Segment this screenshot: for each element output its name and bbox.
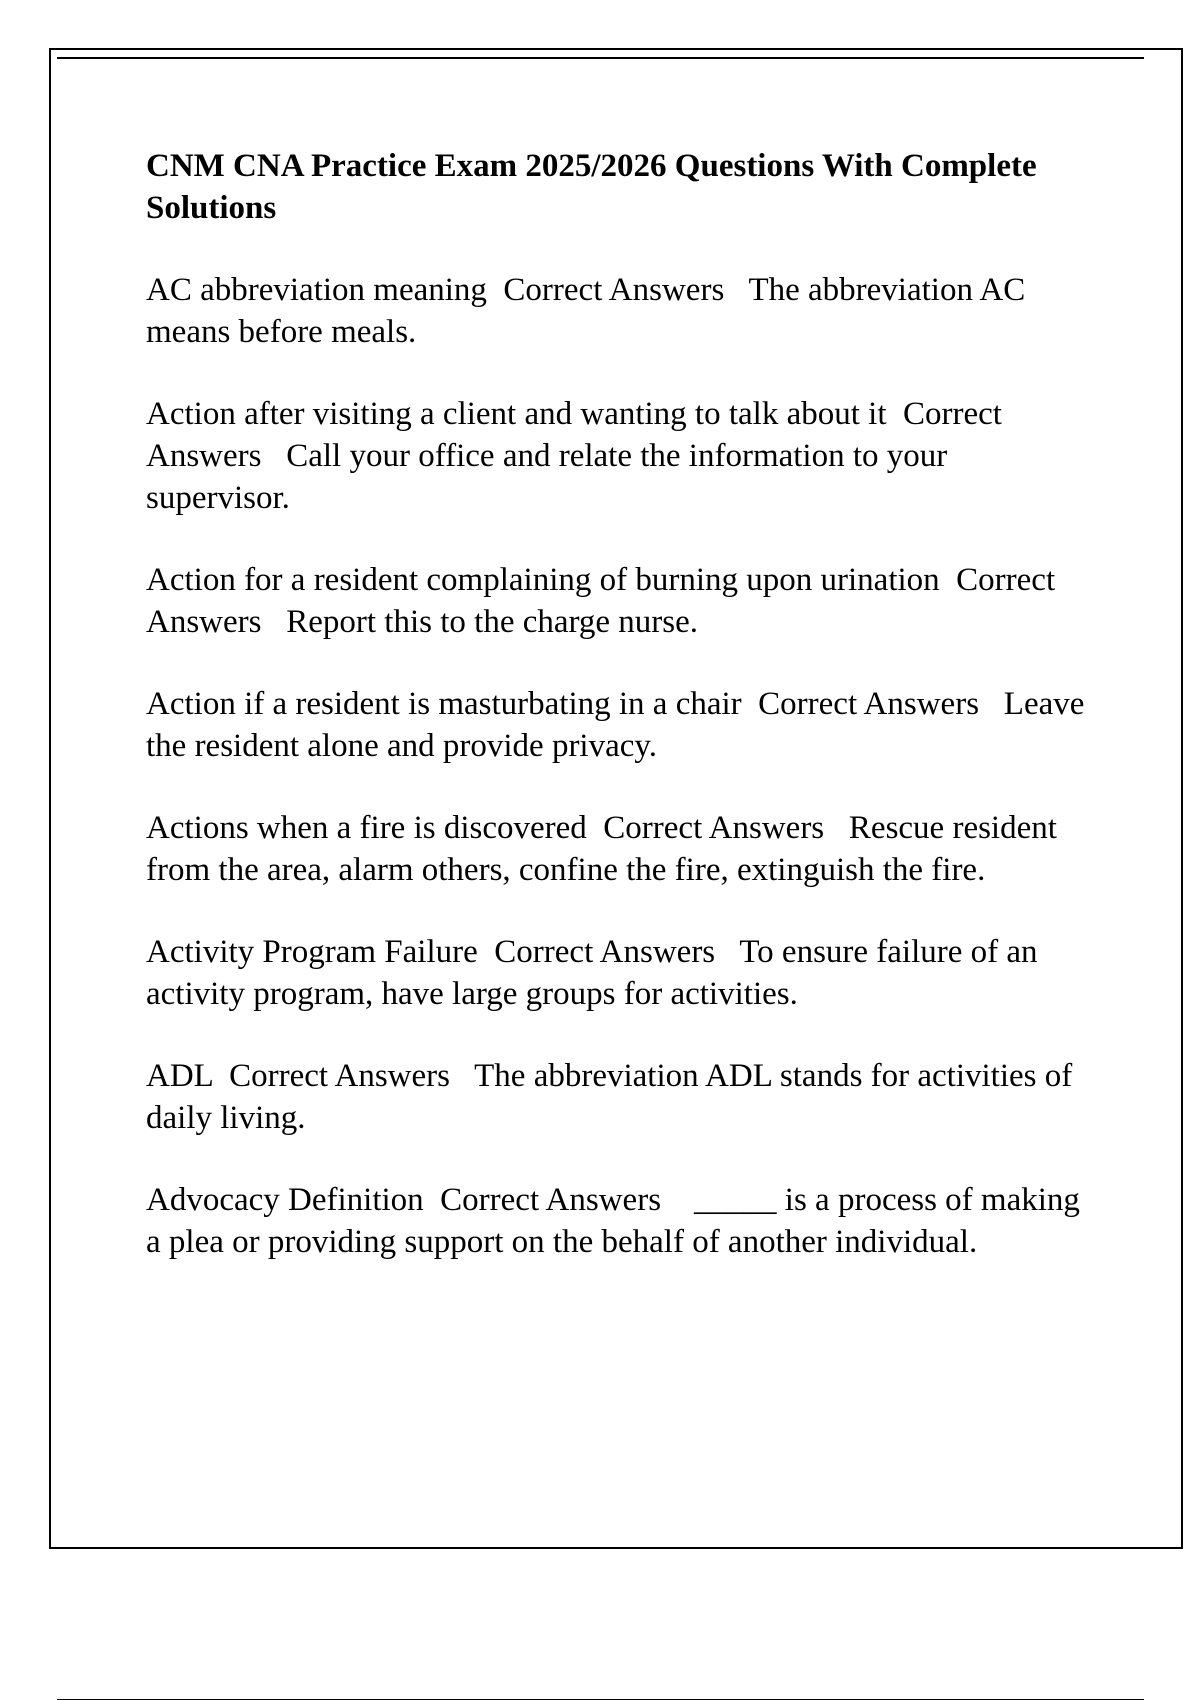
question-text: Action if a resident is masturbating in a chair	[146, 686, 742, 722]
answer-text: Leave the resident alone and provide privacy.	[146, 686, 1093, 764]
qa-item	[146, 931, 1096, 1015]
question-text: Activity Program Failure	[146, 934, 478, 970]
document-title: CNM CNA Practice Exam 2025/2026 Questions With Complete Solutions	[146, 148, 1037, 226]
answer-label: Correct Answers	[146, 396, 1009, 474]
answer-label: Correct Answers	[603, 810, 825, 846]
document-body	[146, 145, 1096, 1303]
answer-text: Report this to the charge nurse.	[286, 604, 699, 640]
qa-item	[146, 559, 1096, 643]
answer-text: Rescue resident from the area, alarm others, confine the fire, extinguish the fire.	[146, 810, 1066, 888]
question-text: Advocacy Definition	[146, 1182, 424, 1218]
qa-item	[146, 807, 1096, 891]
answer-text: To ensure failure of an activity program, have large groups for activities.	[146, 934, 1046, 1012]
answer-label: Correct Answers	[494, 934, 716, 970]
qa-item	[146, 1179, 1096, 1263]
answer-label: Correct Answers	[229, 1058, 450, 1094]
question-text: AC abbreviation meaning	[146, 272, 487, 308]
question-text: Actions when a fire is discovered	[146, 810, 587, 846]
qa-item	[146, 269, 1096, 353]
question-text: Action after visiting a client and wanting to talk about it	[146, 396, 887, 432]
answer-text: _____ is a process of making a plea or providing support on the behalf of another individual.	[146, 1182, 1089, 1260]
qa-item	[146, 393, 1096, 519]
answer-label: Correct Answers	[146, 562, 1062, 640]
answer-text: The abbreviation ADL stands for activities of daily living.	[146, 1058, 1081, 1136]
answer-label: Correct Answers	[758, 686, 980, 722]
question-text: Action for a resident complaining of burning upon urination	[146, 562, 940, 598]
answer-label: Correct Answers	[503, 272, 725, 308]
answer-text: Call your office and relate the information to your supervisor.	[146, 438, 956, 516]
question-text: ADL	[146, 1058, 213, 1094]
qa-item	[146, 683, 1096, 767]
qa-item	[146, 1055, 1096, 1139]
answer-text: The abbreviation AC means before meals.	[146, 272, 1034, 350]
answer-label: Correct Answers	[440, 1182, 662, 1218]
